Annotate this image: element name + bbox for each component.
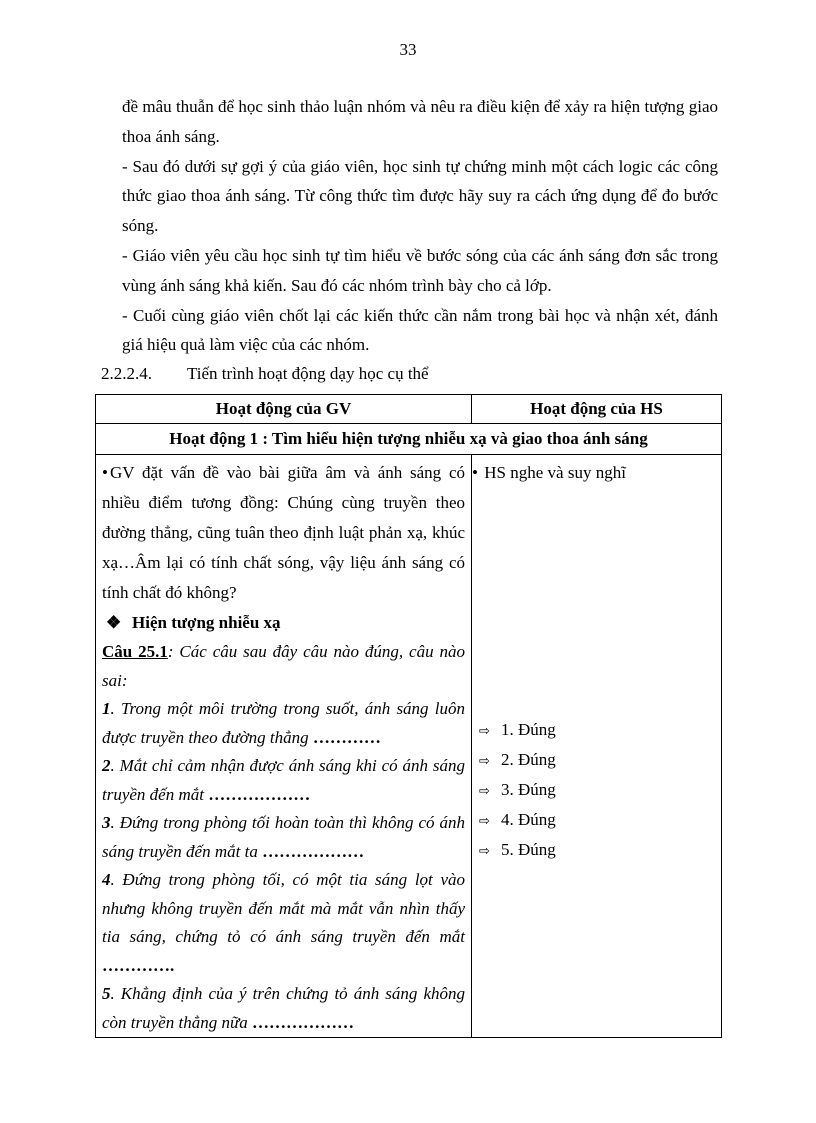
- bullet-icon: •: [472, 463, 478, 482]
- answer-item: [479, 775, 721, 805]
- item-number: 5: [102, 984, 111, 1003]
- list-item: [102, 980, 465, 1037]
- answer-text: 5. Đúng: [501, 840, 556, 859]
- arrow-right-icon: ⇨: [479, 844, 490, 859]
- intro-paragraph: - Cuối cùng giáo viên chốt lại các kiến thức cần nắm trong bài học và nhận xét, đánh giá hiệu quả làm việc của các nhóm.: [122, 305, 718, 355]
- item-text: . Đứng trong phòng tối, có một tia sáng lọt vào nhưng không truyền đến mắt mà mắt vẫn nhìn thấy tia sáng, chứng tỏ có ánh sáng truyền đến mắt: [102, 870, 465, 946]
- question: [102, 638, 465, 695]
- item-number: 1: [102, 699, 111, 718]
- gv-intro: [102, 458, 465, 608]
- item-text: . Trong một môi trường trong suốt, ánh sáng luôn được truyền theo đường thẳng: [102, 699, 465, 747]
- hs-cell: [472, 455, 722, 1038]
- item-number: 3: [102, 813, 111, 832]
- item-dots: ………….: [102, 955, 175, 975]
- table-header-row: [96, 395, 722, 424]
- subheading-text: Hiện tượng nhiễu xạ: [132, 613, 281, 632]
- activity-table: [95, 394, 722, 1038]
- section-title: Tiến trình hoạt động dạy học cụ thể: [187, 364, 429, 383]
- gv-intro-text: GV đặt vấn đề vào bài giữa âm và ánh sáng có nhiều điểm tương đồng: Chúng cùng truyền theo đường thẳng, cũng tuân theo định luật phản xạ, khúc xạ…Âm lại có tính chất sóng, vậy liệu ánh sáng có tính chất đó không?: [102, 463, 465, 602]
- item-text: . Đứng trong phòng tối hoàn toàn thì không có ánh sáng truyền đến mắt ta: [102, 813, 465, 861]
- arrow-right-icon: ⇨: [479, 724, 490, 739]
- activity-row: [96, 424, 722, 455]
- list-item: [102, 866, 465, 980]
- intro-paragraph: - Sau đó dưới sự gợi ý của giáo viên, học sinh tự chứng minh một cách logic các công thức giao thoa ánh sáng. Từ công thức tìm được hãy suy ra cách ứng dụng để đo bước sóng.: [122, 156, 718, 236]
- item-dots: …………: [312, 727, 381, 747]
- answer-item: [479, 745, 721, 775]
- item-text: . Mắt chỉ cảm nhận được ánh sáng khi có ánh sáng truyền đến mắt: [102, 756, 465, 804]
- arrow-right-icon: ⇨: [479, 784, 490, 799]
- intro-text: [122, 92, 718, 360]
- intro-paragraph: đề mâu thuẫn để học sinh thảo luận nhóm và nêu ra điều kiện để xảy ra hiện tượng giao thoa ánh sáng.: [122, 97, 718, 146]
- item-text: . Khẳng định của ý trên chứng tỏ ánh sáng không còn truyền thẳng nữa: [102, 984, 465, 1032]
- bullet-icon: •: [102, 463, 108, 482]
- answer-text: 3. Đúng: [501, 780, 556, 799]
- header-gv: Hoạt động của GV: [96, 395, 472, 424]
- list-item: [102, 752, 465, 809]
- arrow-right-icon: ⇨: [479, 814, 490, 829]
- question-text: : Các câu sau đây câu nào đúng, câu nào sai:: [102, 642, 465, 690]
- answer-item: [479, 715, 721, 745]
- activity-title: Hoạt động 1 : Tìm hiểu hiện tượng nhiễu xạ và giao thoa ánh sáng: [96, 424, 722, 455]
- item-number: 2: [102, 756, 111, 775]
- diamond-bullet-icon: ❖: [106, 613, 122, 632]
- hs-intro-text: HS nghe và suy nghĩ: [484, 463, 626, 482]
- item-dots: ………………: [208, 784, 311, 804]
- answer-item: [479, 805, 721, 835]
- header-hs: Hoạt động của HS: [472, 395, 722, 424]
- arrow-right-icon: ⇨: [479, 754, 490, 769]
- subheading: [102, 608, 465, 638]
- hs-intro: [472, 458, 721, 488]
- intro-paragraph: - Giáo viên yêu cầu học sinh tự tìm hiểu về bước sóng của các ánh sáng đơn sắc trong vùng ánh sáng khả kiến. Sau đó các nhóm trình bày cho cả lớp.: [122, 245, 718, 295]
- answer-text: 1. Đúng: [501, 720, 556, 739]
- page-number: 33: [399, 40, 417, 59]
- list-item: [102, 809, 465, 866]
- list-item: [102, 695, 465, 752]
- table-row: [96, 455, 722, 1038]
- section-number: 2.2.2.4.: [101, 364, 152, 383]
- section-heading: [101, 364, 429, 384]
- answer-text: 2. Đúng: [501, 750, 556, 769]
- item-number: 4: [102, 870, 111, 889]
- answer-text: 4. Đúng: [501, 810, 556, 829]
- gv-cell: [96, 455, 472, 1038]
- answer-item: [479, 835, 721, 865]
- item-dots: ………………: [262, 841, 365, 861]
- answer-list: [472, 715, 721, 865]
- item-dots: ………………: [251, 1012, 354, 1032]
- question-label: Câu 25.1: [102, 642, 168, 661]
